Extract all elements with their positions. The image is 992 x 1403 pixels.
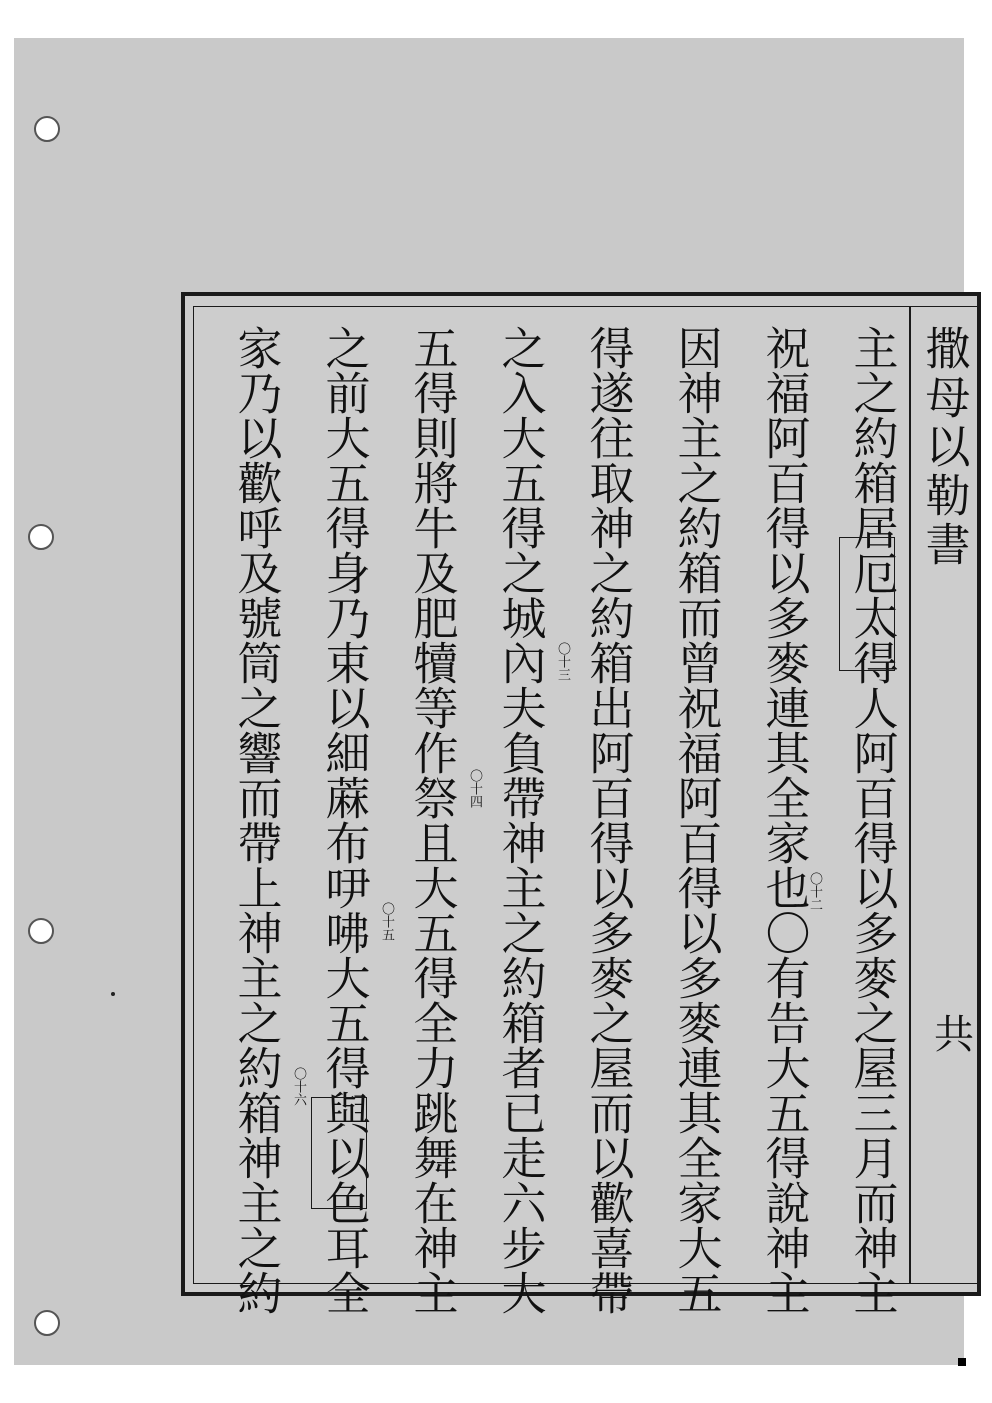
column-text: 祝福阿百得以多麥連其全家也〇有告大五得說神主 xyxy=(757,325,811,1315)
text-column-6 xyxy=(402,325,462,1315)
binder-hole-2 xyxy=(28,524,54,550)
page-fragment: 共 xyxy=(934,1012,974,1058)
proper-name-box xyxy=(311,1097,367,1209)
column-text: 之入大五得之城內夫負帶神主之約箱者已走六步大 xyxy=(493,325,547,1315)
column-text: 之前大五得身乃束以細蔴布吚咈大五得與以色耳全 xyxy=(317,325,371,1315)
verse-marker-15: 〇十五 xyxy=(379,902,394,941)
inner-border xyxy=(193,306,981,1315)
binder-hole-4 xyxy=(34,1310,60,1336)
binder-hole-3 xyxy=(28,918,54,944)
text-column-2 xyxy=(754,325,814,1315)
column-text: 因神主之約箱而曾祝福阿百得以多麥連其全家大五 xyxy=(669,325,723,1315)
verse-marker-13: 〇十三 xyxy=(555,642,570,681)
text-column-8 xyxy=(226,325,286,1315)
text-column-1 xyxy=(842,325,902,1315)
text-column-5 xyxy=(490,325,550,1315)
woodblock-frame xyxy=(181,292,981,1315)
verse-marker-14: 〇十四 xyxy=(467,769,482,808)
verse-marker-16: 〇十六 xyxy=(291,1067,306,1106)
text-column-4 xyxy=(578,325,638,1315)
column-text: 五得則將牛及肥犢等作祭且大五得全力跳舞在神主 xyxy=(405,325,459,1315)
text-column-3 xyxy=(666,325,726,1315)
column-text: 主之約箱居厄太得人阿百得以多麥之屋三月而神主 xyxy=(845,325,899,1315)
binder-hole-1 xyxy=(34,116,60,142)
verse-marker-12: 〇十二 xyxy=(807,872,822,911)
proper-name-box xyxy=(839,537,895,671)
column-text: 得遂往取神之約箱出阿百得以多麥之屋而以歡喜帶 xyxy=(581,325,635,1315)
corner-mark xyxy=(958,1358,966,1366)
book-title-text: 撒母以勒書 xyxy=(917,325,971,570)
column-rule xyxy=(909,307,911,1283)
ink-speck xyxy=(111,992,115,996)
book-title xyxy=(916,325,972,570)
column-text: 家乃以歡呼及號筒之響而帶上神主之約箱神主之約 xyxy=(229,325,283,1315)
